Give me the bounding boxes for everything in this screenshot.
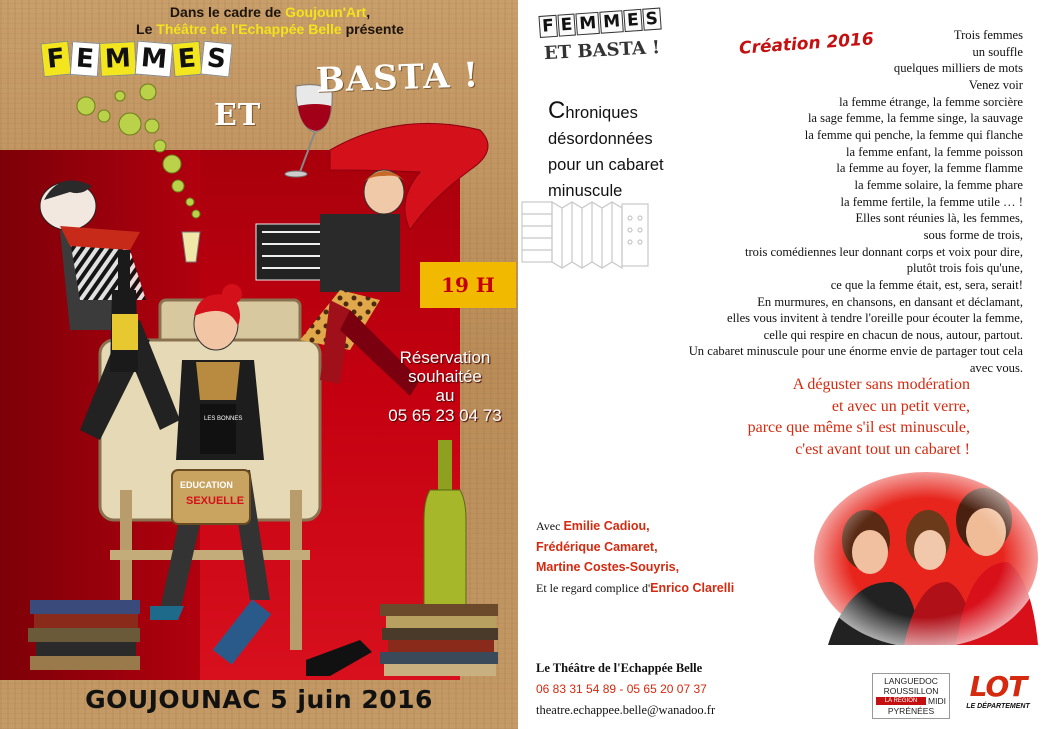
subtitle-line: désordonnées bbox=[548, 130, 653, 148]
region-text: PYRÉNÉES bbox=[887, 706, 935, 716]
poem-line: En murmures, en chansons, en dansant et déclamant, bbox=[757, 294, 1023, 309]
organisation-name: Le Théâtre de l'Echappée Belle bbox=[536, 661, 703, 675]
black-shoe bbox=[306, 640, 372, 676]
cast-member: Enrico Clarelli bbox=[650, 580, 735, 595]
title-femmes bbox=[42, 42, 232, 76]
cast-intro: Avec bbox=[536, 519, 564, 533]
tagline-line: et avec un petit verre, bbox=[831, 397, 970, 415]
poster-front bbox=[0, 0, 518, 729]
cast-regard-intro: Et le regard complice d' bbox=[536, 580, 651, 595]
lot-dept-text: LE DÉPARTEMENT bbox=[966, 703, 1030, 710]
header-line-2-suffix: présente bbox=[341, 21, 404, 37]
book-stack-left bbox=[28, 600, 140, 670]
subtitle-line: pour un cabaret bbox=[548, 156, 664, 174]
region-text: LANGUEDOC bbox=[884, 676, 938, 686]
logo-etbasta: ET BASTA ! bbox=[543, 37, 661, 65]
poem-line: la femme solaire, la femme phare bbox=[854, 177, 1023, 192]
poem-line: plutôt trois fois qu'une, bbox=[906, 261, 1023, 276]
poem-line: la femme étrange, la femme sorcière bbox=[839, 94, 1023, 109]
theatre-name: Théâtre de l'Echappée Belle bbox=[156, 21, 342, 37]
poem-line: la femme au foyer, la femme flamme bbox=[836, 161, 1023, 176]
suitcase bbox=[172, 470, 250, 524]
title-letter: F bbox=[40, 41, 71, 78]
subtitle-line: minuscule bbox=[548, 182, 623, 200]
reservation-phone[interactable]: 05 65 23 04 73 bbox=[388, 406, 502, 425]
poem-line: la femme enfant, la femme poisson bbox=[846, 144, 1023, 159]
poem-line: elles vous invitent à tendre l'oreille pour écouter la femme, bbox=[726, 311, 1023, 326]
title-basta: BASTA ! bbox=[315, 55, 480, 101]
small-book bbox=[200, 404, 236, 454]
subtitle-line: hroniques bbox=[565, 104, 638, 122]
header-line-2-prefix: Le bbox=[136, 21, 157, 37]
title-letter: M bbox=[99, 41, 137, 77]
cast-list bbox=[536, 516, 734, 598]
actresses-photo bbox=[808, 470, 1038, 645]
poem-line: la sage femme, la femme singe, la sauvage bbox=[807, 111, 1023, 126]
title-letter: M bbox=[135, 41, 174, 78]
region-text: MIDI bbox=[928, 696, 946, 706]
tagline-line: A déguster sans modération bbox=[792, 376, 970, 393]
poem-line: quelques milliers de mots bbox=[893, 61, 1023, 76]
subtitle-initial: C bbox=[548, 97, 566, 124]
reservation-line: souhaitée bbox=[408, 367, 482, 386]
lot-department-logo bbox=[963, 672, 1033, 720]
poem-line: Elles sont réunies là, les femmes, bbox=[855, 211, 1023, 226]
creation-year: Création 2016 bbox=[738, 29, 875, 59]
leaning-book bbox=[213, 599, 271, 664]
bubbles-decoration bbox=[77, 84, 200, 218]
book-title: LES BONNES bbox=[204, 416, 243, 422]
title-letter: E bbox=[172, 41, 203, 77]
book-stack-right bbox=[380, 604, 498, 676]
cast-member: Frédérique Camaret, bbox=[536, 539, 658, 554]
logo-letter: E bbox=[557, 14, 576, 37]
header-line-1-prefix: Dans le cadre de bbox=[169, 4, 286, 20]
lot-logo-text: LOT bbox=[969, 670, 1027, 703]
logo-letter: E bbox=[623, 9, 642, 32]
suitcase-label-1: EDUCATION bbox=[180, 480, 233, 490]
tagline-line: parce que même s'il est minuscule, bbox=[747, 419, 970, 436]
reservation-line: au bbox=[435, 386, 455, 405]
accordion-icon bbox=[518, 192, 654, 282]
region-bar: LA RÉGION bbox=[876, 697, 926, 705]
logo-letter: M bbox=[576, 12, 600, 36]
title-letter: E bbox=[70, 41, 100, 77]
show-subtitle bbox=[548, 98, 664, 204]
title-et: ET bbox=[214, 98, 262, 133]
header-line-2 bbox=[40, 21, 500, 37]
poem-line: la femme fertile, la femme utile … ! bbox=[840, 194, 1023, 209]
poem-line: avec vous. bbox=[969, 361, 1023, 376]
poem-line: trois comédiennes leur donnant corps et voix pour dire, bbox=[744, 244, 1023, 259]
venue-date: GOUJOUNAC 5 juin 2016 bbox=[85, 685, 433, 714]
cast-member: Martine Costes-Souyris, bbox=[536, 560, 680, 574]
reservation-info bbox=[370, 348, 518, 425]
cast-member: Emilie Cadiou, bbox=[563, 519, 650, 533]
time-badge: 19 H bbox=[420, 262, 516, 308]
poster-back bbox=[518, 0, 1042, 729]
poem-line: un souffle bbox=[972, 44, 1023, 59]
region-text: ROUSSILLON bbox=[883, 686, 939, 696]
reservation-line: Réservation bbox=[399, 348, 491, 367]
poem-line: sous forme de trois, bbox=[923, 227, 1023, 242]
poem-line: ce que la femme était, est, sera, serait! bbox=[830, 277, 1023, 292]
header-line-1 bbox=[40, 4, 500, 20]
poem-line: la femme qui penche, la femme qui flanche bbox=[804, 127, 1023, 142]
logo-letter: F bbox=[538, 15, 557, 38]
champagne-glass bbox=[182, 232, 200, 262]
logo-femmes-et-basta bbox=[540, 8, 663, 65]
title-letter: S bbox=[200, 41, 232, 78]
poem-line: Venez voir bbox=[968, 77, 1023, 92]
contact-phones[interactable]: 06 83 31 54 89 - 05 65 20 07 37 bbox=[536, 682, 707, 696]
logo-letter: S bbox=[642, 8, 662, 31]
suitcase-label-2: SEXUELLE bbox=[186, 495, 245, 507]
contact-info bbox=[536, 658, 715, 721]
region-logo bbox=[872, 673, 950, 719]
poem-text bbox=[648, 27, 1023, 377]
festival-name: Goujoun'Art bbox=[285, 4, 367, 20]
tagline-line: c'est avant tout un cabaret ! bbox=[795, 440, 970, 458]
poem-line: celle qui respire en chacun de nous, autour, partout. bbox=[763, 327, 1023, 342]
poem-line: Un cabaret minuscule pour une énorme envie de partager tout cela bbox=[688, 344, 1023, 359]
header-line-1-suffix: , bbox=[366, 4, 371, 20]
poem-line: Trois femmes bbox=[953, 28, 1023, 42]
logo-letter: M bbox=[599, 10, 623, 34]
tagline bbox=[718, 374, 970, 460]
contact-email[interactable]: theatre.echappee.belle@wanadoo.fr bbox=[536, 703, 716, 717]
